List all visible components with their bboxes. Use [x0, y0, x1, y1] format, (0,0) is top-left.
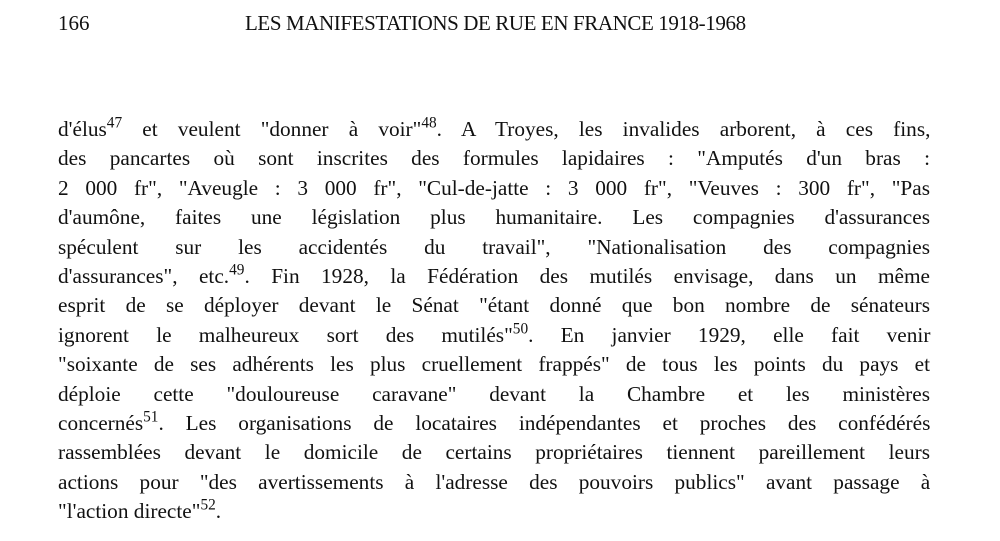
text-line [58, 468, 930, 497]
running-header: LES MANIFESTATIONS DE RUE EN FRANCE 1918-1968 [245, 11, 746, 35]
text-span: actions pour "des avertissements à l'adresse des pouvoirs publics" avant passage à [58, 469, 931, 494]
text-line [58, 321, 930, 350]
footnote-ref-51: 51 [143, 408, 159, 426]
text-line [58, 291, 930, 320]
text-span: "soixante de ses adhérents les plus cruellement frappés" de tous les points du pays et [58, 352, 931, 377]
text-line [58, 380, 930, 409]
text-span: d'aumône, faites une législation plus humanitaire. Les compagnies d'assurances [58, 205, 930, 230]
text-span: d'assurances", etc. [58, 264, 230, 289]
text-span: . En janvier 1929, elle fait venir [528, 322, 931, 347]
footnote-ref-50: 50 [512, 320, 529, 338]
text-line [58, 438, 930, 467]
text-span: esprit de se déployer devant le Sénat "étant donné que bon nombre de sénateurs [58, 293, 930, 318]
footnote-ref-52: 52 [200, 496, 216, 514]
text-span: . A Troyes, les invalides arborent, à ces fins, [436, 117, 931, 141]
text-span: . Les organisations de locataires indépendantes et proches des confédérés [158, 411, 931, 436]
text-line [58, 262, 930, 291]
footnote-ref-48: 48 [421, 114, 437, 132]
text-line [58, 144, 930, 173]
text-span: rassemblées devant le domicile de certains propriétaires tiennent pareillement leurs [58, 440, 930, 465]
text-line [58, 233, 930, 262]
text-line [58, 497, 930, 526]
text-span: . Fin 1928, la Fédération des mutilés envisage, dans un même [244, 264, 931, 289]
footnote-ref-47: 47 [106, 114, 123, 132]
text-span: d'élus [58, 117, 107, 141]
footnote-ref-49: 49 [229, 261, 245, 279]
text-span: des pancartes où sont inscrites des formules lapidaires : "Amputés d'un bras : [58, 146, 931, 171]
text-line [58, 115, 930, 144]
text-span: "l'action directe" [58, 499, 201, 524]
body-paragraph [58, 115, 930, 527]
text-line [58, 174, 930, 203]
text-span: . [215, 499, 222, 524]
text-span: et veulent "donner à voir" [122, 117, 422, 141]
text-line [58, 203, 930, 232]
text-span: ignorent le malheureux sort des mutilés" [58, 322, 513, 347]
page-number: 166 [58, 11, 90, 35]
text-span: 2 000 fr", "Aveugle : 3 000 fr", "Cul-de-jatte : 3 000 fr", "Veuves : 300 fr", "Pas [58, 175, 930, 200]
text-span: concernés [58, 411, 144, 436]
text-line [58, 350, 930, 379]
text-span: spéculent sur les accidentés du travail", "Nationalisation des compagnies [58, 234, 931, 259]
text-span: déploie cette "douloureuse caravane" devant la Chambre et les ministères [58, 381, 930, 406]
text-line [58, 409, 930, 438]
